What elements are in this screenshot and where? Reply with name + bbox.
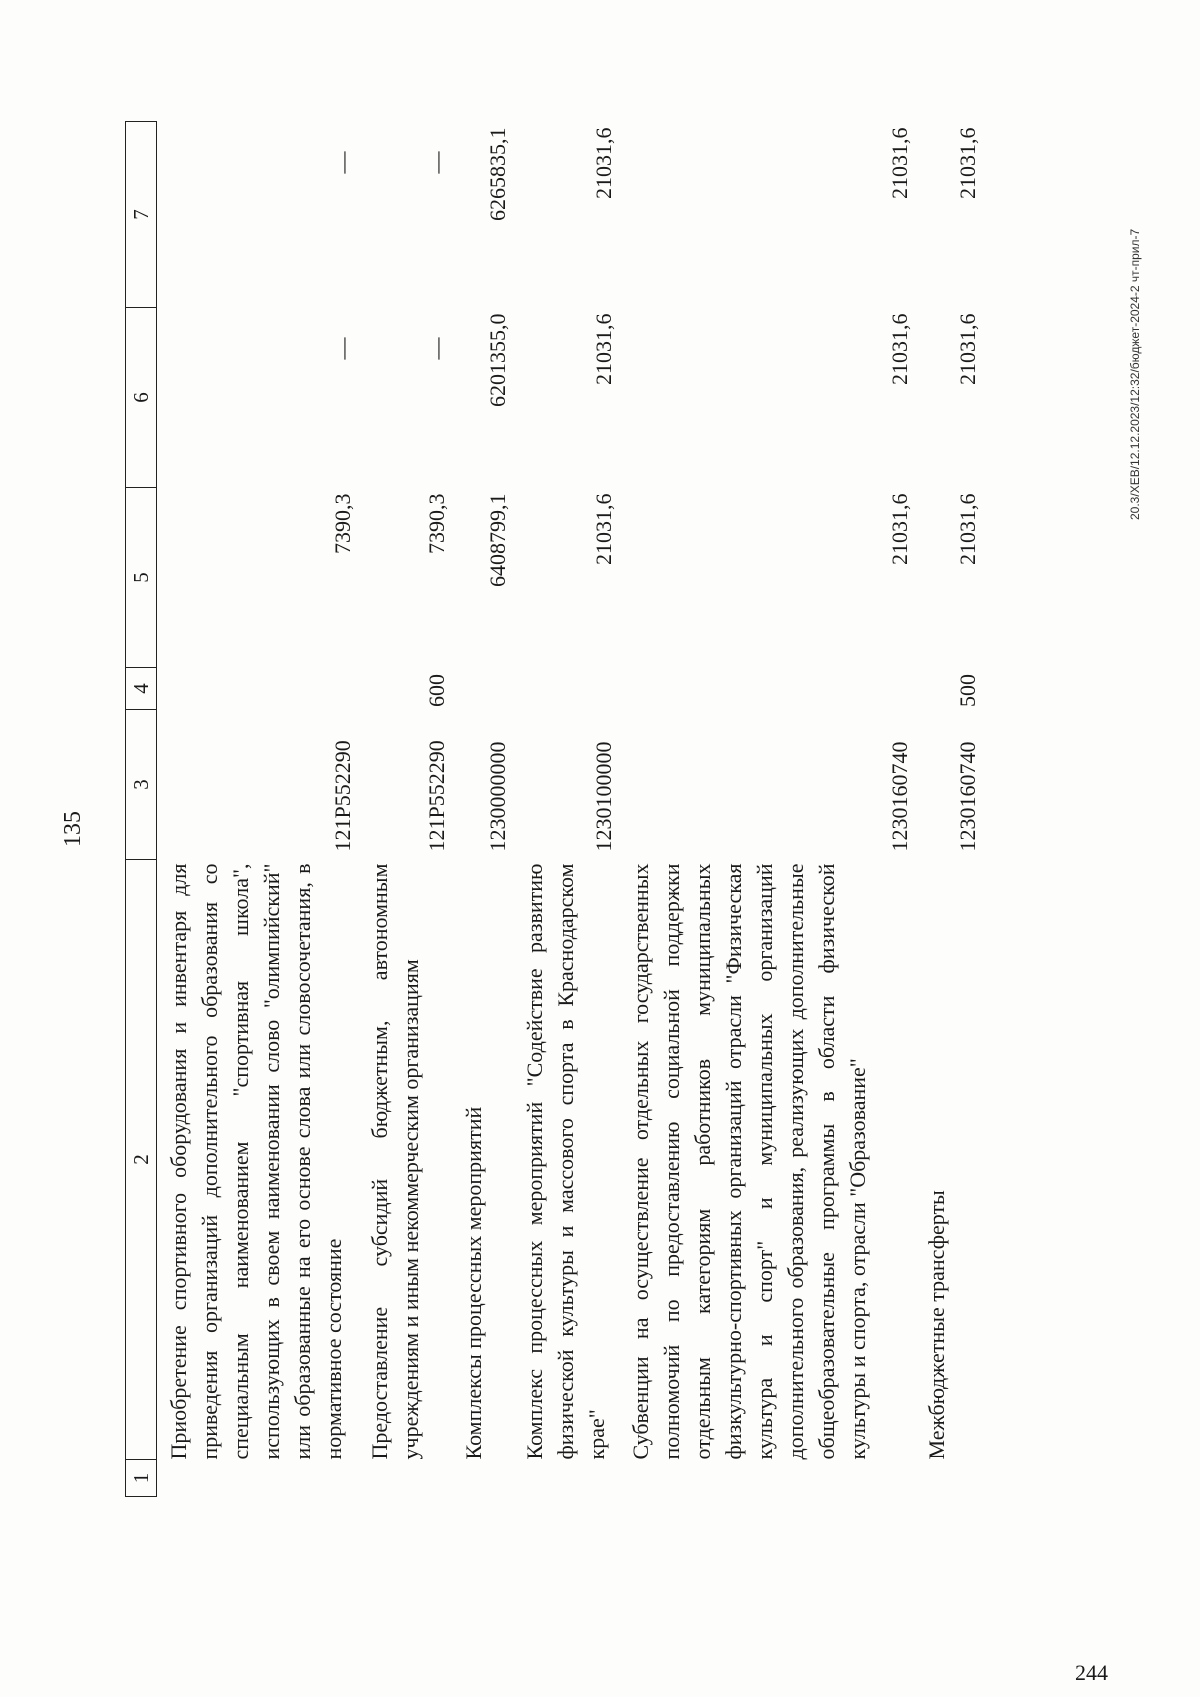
row-value-col5: 6408799,1 — [485, 493, 510, 587]
row-csr-code: 121P552290 — [330, 740, 355, 852]
row-index-cell — [513, 1460, 619, 1497]
row-value-col6: — — [424, 337, 449, 360]
header-col-5: 5 — [126, 488, 157, 668]
row-value-col7: 21031,6 — [887, 127, 912, 199]
row-vr-code — [619, 668, 915, 710]
table-header-row — [126, 122, 157, 1497]
row-csr-code: 1230000000 — [485, 741, 510, 852]
header-col-7: 7 — [126, 122, 157, 308]
row-value-col7: 21031,6 — [591, 127, 616, 199]
row-index-cell — [157, 1460, 359, 1497]
row-name: Предоставление субсидий бюджетным, автономным учреждениям и иным некоммерческим организациям — [367, 863, 423, 1460]
row-value-col5: 21031,6 — [887, 493, 912, 565]
table-row — [358, 122, 452, 1497]
table-row — [513, 122, 619, 1497]
row-name: Комплексы процессных мероприятий — [461, 1106, 486, 1460]
row-value-col6: 21031,6 — [591, 313, 616, 385]
header-col-3: 3 — [126, 710, 157, 860]
row-name: Комплекс процессных мероприятий "Содействие развитию физической культуры и массового спорта в Краснодарском крае" — [522, 863, 609, 1460]
row-value-col6: 21031,6 — [887, 313, 912, 385]
row-value-col7: — — [330, 151, 355, 174]
row-csr-code: 1230160740 — [955, 741, 980, 852]
header-col-2: 2 — [126, 860, 157, 1460]
row-index-cell — [358, 1460, 452, 1497]
header-col-1: 1 — [126, 1460, 157, 1497]
page-number: 135 — [60, 811, 86, 847]
table-row — [915, 122, 983, 1497]
row-index-cell — [619, 1460, 915, 1497]
budget-table — [125, 121, 983, 1497]
footer-code: 20.3/XEB/12.12.2023/12:32/бюджет-2024-2 чт-прил-7 — [1128, 228, 1142, 520]
row-vr-code — [513, 668, 619, 710]
row-value-col6: 6201355,0 — [485, 313, 510, 407]
row-value-col5: 21031,6 — [955, 493, 980, 565]
row-vr-code: 600 — [424, 674, 449, 707]
row-value-col5: 7390,3 — [330, 493, 355, 554]
row-vr-code — [157, 668, 359, 710]
table-row — [157, 122, 359, 1497]
row-name: Приобретение спортивного оборудования и инвентаря для приведения организаций дополнительного образования со специальным наименованием "спортивная школа", использующих в своем наименовании слово "олимпийский" или образованные на его основе слова или словосочетания, в нормативное состояние — [166, 863, 346, 1460]
row-vr-code — [452, 668, 513, 710]
row-value-col7: 21031,6 — [955, 127, 980, 199]
row-value-col5: 21031,6 — [591, 493, 616, 565]
row-value-col6: 21031,6 — [955, 313, 980, 385]
row-csr-code: 1230100000 — [591, 741, 616, 852]
row-name: Субвенции на осуществление отдельных государственных полномочий по предоставлению социальной поддержки отдельным категориям работников муниципальных физкультурно-спортивных организаций отрасли "Физическая культура и спорт" и муниципальных организаций дополнительного образования, реализующих дополнительные общеобразовательные программы в области физической культуры и спорта, отрасли "Образование" — [628, 863, 870, 1460]
table-row — [452, 122, 513, 1497]
row-value-col6: — — [330, 337, 355, 360]
row-csr-code: 121P552290 — [424, 740, 449, 852]
corner-page-number: 244 — [1075, 1660, 1108, 1685]
row-value-col7: 6265835,1 — [485, 127, 510, 221]
row-csr-code: 1230160740 — [887, 741, 912, 852]
header-col-6: 6 — [126, 308, 157, 488]
row-index-cell — [915, 1460, 983, 1497]
header-col-4: 4 — [126, 668, 157, 710]
table-row — [619, 122, 915, 1497]
row-index-cell — [452, 1460, 513, 1497]
row-name: Межбюджетные трансферты — [924, 1190, 949, 1460]
row-value-col7: — — [424, 151, 449, 174]
row-value-col5: 7390,3 — [424, 493, 449, 554]
row-vr-code: 500 — [955, 674, 980, 707]
